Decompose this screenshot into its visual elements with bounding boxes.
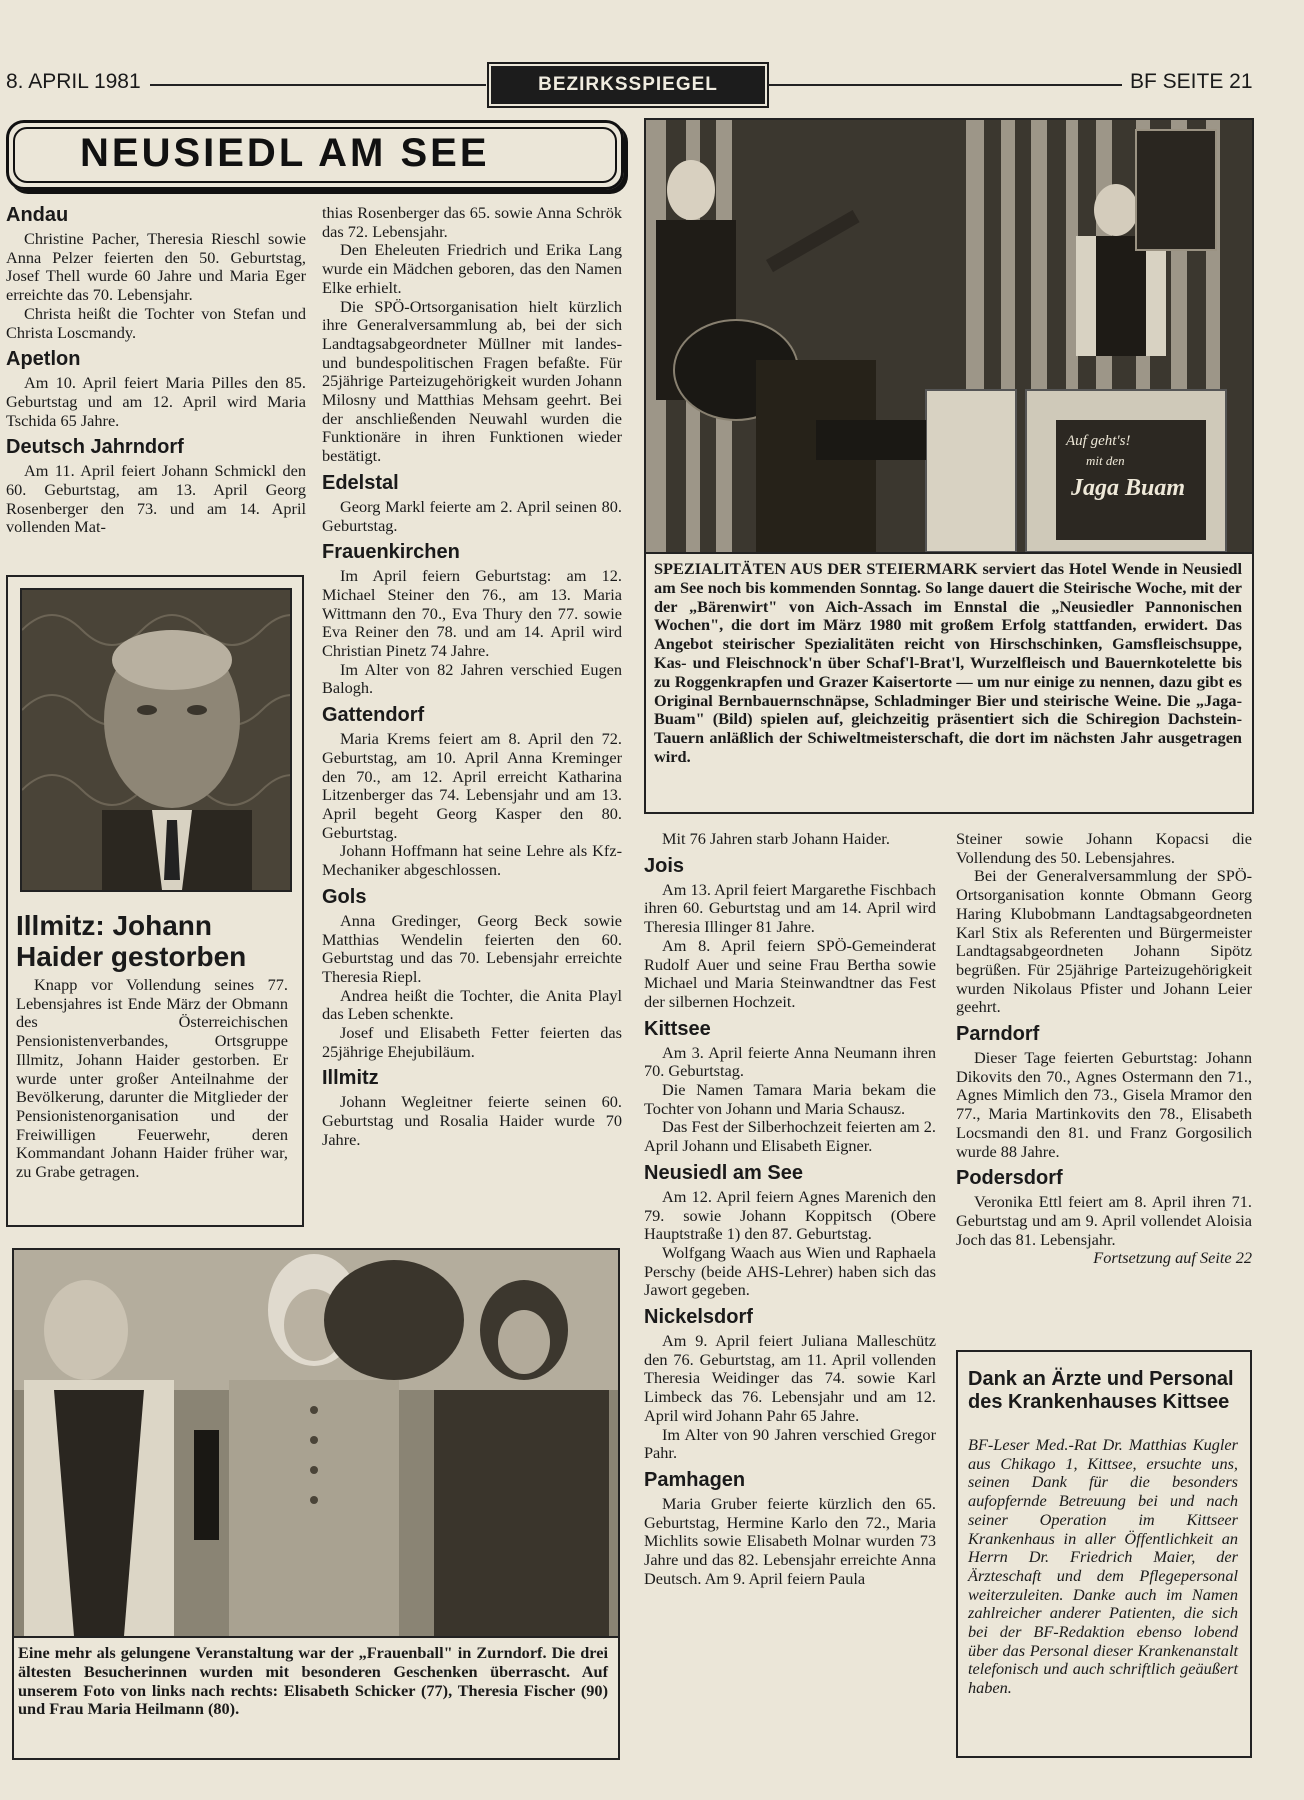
issue-date: 8. APRIL 1981 bbox=[6, 70, 141, 93]
text-neusiedl-1: Am 12. April feiern Agnes Marenich den 79. sowie Johann Koppitsch (Obere Hauptstraße 1) den 87. Geburtstag. bbox=[644, 1186, 936, 1244]
text-gols-1: Anna Gredinger, Georg Beck sowie Matthias Wendelin feierten den 60. Geburtstag und das 70. Lebensjahr erreichte Theresia Riepl. bbox=[322, 910, 622, 986]
text-deutsch-jahrndorf-1: Am 11. April feiert Johann Schmickl den 60. Geburtstag, am 13. April Georg Rosenberger den 73. und am 14. April vollenden Mat- bbox=[6, 461, 306, 537]
stage-sign-line-1: Auf geht's! bbox=[1066, 433, 1131, 449]
heading-gattendorf: Gattendorf bbox=[322, 704, 425, 727]
column-3 bbox=[644, 830, 936, 1589]
portrait-illustration bbox=[22, 590, 290, 890]
heading-gols: Gols bbox=[322, 885, 367, 908]
heading-neusiedl: Neusiedl am See bbox=[644, 1161, 803, 1184]
text-illmitz-2: Mit 76 Jahren starb Johann Haider. bbox=[662, 829, 890, 848]
heading-edelstal: Edelstal bbox=[322, 471, 399, 494]
section-label: BEZIRKSSPIEGEL bbox=[491, 66, 765, 104]
page-title: NEUSIEDL AM SEE bbox=[80, 131, 490, 175]
stage-sign-line-3: Jaga Buam bbox=[1071, 475, 1186, 501]
heading-illmitz: Illmitz bbox=[322, 1067, 379, 1090]
heading-kittsee: Kittsee bbox=[644, 1017, 711, 1040]
text-podersdorf-1: Veronika Ettl feiert am 8. April ihren 71. Geburtstag und am 9. April vollendet Aloisia Joch das 81. Lebensjahr. bbox=[956, 1192, 1252, 1249]
text-gols-2: Andrea heißt die Tochter, die Anita Playl das Leben schenkte. bbox=[322, 985, 622, 1024]
thanks-text: BF-Leser Med.-Rat Dr. Matthias Kugler aus Chikago 1, Kittsee, ersuchte uns, seinen Dank für die besonders aufopfernde Betreuung bei und nach seiner Operation im Kittseer Krankenhaus in aller Öffentlichkeit an Herrn Dr. Friedrich Maier, der Ärzteschaft und dem Pflegepersonal weiterzuleiten. Danke auch im Namen zahlreicher anderer Patienten, die sich bei der BF-Redaktion ebenso lobend über das Personal dieser Krankenanstalt telefonisch und auch schriftlich geäußert haben. bbox=[968, 1435, 1238, 1698]
text-jois-2: Am 8. April feiern SPÖ-Gemeinderat Rudolf Auer und seine Frau Bertha sowie Michael und Maria Steinwandtner das Fest der silbernen Hochzeit. bbox=[644, 935, 936, 1011]
text-kittsee-2: Die Namen Tamara Maria bekam die Tochter von Johann und Maria Schausz. bbox=[644, 1080, 936, 1118]
column-1 bbox=[6, 204, 306, 537]
heading-andau: Andau bbox=[6, 204, 69, 226]
stage-photo bbox=[644, 118, 1254, 554]
text-gattendorf-1: Maria Krems feiert am 8. April den 72. Geburtstag, am 10. April Anna Kreminger den 70., am 12. April erreicht Katharina Litzenberger das 74. Lebensjahr und am 13. April begeht Georg Kasper den 80. Geburtstag. bbox=[322, 729, 622, 842]
text-deutsch-jahrndorf-3: Die SPÖ-Ortsorganisation hielt kürzlich ihre Generalversammlung ab, bei der sich Landtagsabgeordneter Müllner mit landes- und bundespolitischen Fragen befaßte. Für 25jährige Parteizugehörigkeit wurden Johann Milosny und Matthias Mehsam geehrt. Bei der anschließenden Neuwahl wurden die Funktionäre in ihren Funktionen wieder bestätigt. bbox=[322, 296, 622, 466]
text-kittsee-1: Am 3. April feierte Anna Neumann ihren 70. Geburtstag. bbox=[644, 1042, 936, 1081]
heading-apetlon: Apetlon bbox=[6, 348, 81, 371]
text-apetlon-1: Am 10. April feiert Maria Pilles den 85. Geburtstag und am 12. April wird Maria Tschida 65 Jahre. bbox=[6, 373, 306, 430]
heading-podersdorf: Podersdorf bbox=[956, 1167, 1063, 1190]
portrait-photo bbox=[20, 588, 292, 892]
text-frauenkirchen-1: Im April feiern Geburtstag: am 12. Michael Steiner den 76., am 13. Maria Wittmann den 70., Eva Thury den 77. sowie Eva Reiner den 78. und am 14. April wird Christian Pinetz 74 Jahre. bbox=[322, 566, 622, 661]
text-deutsch-jahrndorf-cont: thias Rosenberger das 65. sowie Anna Schrök das 72. Lebensjahr. bbox=[322, 203, 622, 241]
thanks-heading: Dank an Ärzte und Personal des Krankenhauses Kittsee bbox=[968, 1368, 1234, 1413]
text-pamhagen-cont: Steiner sowie Johann Kopacsi die Vollendung des 50. Lebensjahres. bbox=[956, 829, 1252, 867]
stage-caption: SPEZIALITÄTEN AUS DER STEIERMARK serviert das Hotel Wende in Neusiedl am See noch bis kommenden Sonntag. So lange dauert die Steirische Woche, mit der der „Bärenwirt" von Aich-Assach im Ennstal die „Neusiedler Pannonischen Wochen", die dort im März 1980 mit großem Erfolg stattfanden, erwidert. Das Angebot steirischer Spezialitäten reicht von Hirschschinken, Gamsfleischsuppe, Kas- und Fleischnock'n über Schaf'l-Brat'l, Wurzelfleisch und Bauernkotelette bis zu Roggenkrapfen und Grazer Kaisertorte — um nur einige zu nennen, dazu gibt es Original Bernbauernschnäpse, Schladminger Bier und steirische Weine. Die „Jaga-Buam" (Bild) spielen auf, gleichzeitig präsentiert sich die Schiregion Dachstein-Tauern anläßlich der Schiweltmeisterschaft, die dort im nächsten Jahr ausgetragen wird. bbox=[654, 559, 1242, 766]
text-nickelsdorf-2: Im Alter von 90 Jahren verschied Gregor Pahr. bbox=[644, 1424, 936, 1463]
text-illmitz-1: Johann Wegleitner feierte seinen 60. Geburtstag und Rosalia Haider wurde 70 Jahre. bbox=[322, 1092, 622, 1149]
text-andau-2: Christa heißt die Tochter von Stefan und Christa Loscmandy. bbox=[6, 303, 306, 342]
text-neusiedl-2: Wolfgang Waach aus Wien und Raphaela Perschy (beide AHS-Lehrer) haben sich das Jawort gegeben. bbox=[644, 1242, 936, 1300]
women-caption: Eine mehr als gelungene Veranstaltung war der „Frauenball" in Zurndorf. Die drei ältesten Besucherinnen wurden mit besonderen Geschenken überrascht. Auf unserem Foto von links nach rechts: Elisabeth Schicker (77), Theresia Fischer (90) und Frau Maria Heilmann (80). bbox=[18, 1643, 608, 1719]
text-parndorf-1: Dieser Tage feierten Geburtstag: Johann Dikovits den 70., Agnes Ostermann den 71., Agnes Mimlich den 73., Gisela Mramor den 77., Maria Martinkovits den 78., Elisabeth Locsmandi den 81. und Franz Gorgosilich wurde 88 Jahre. bbox=[956, 1048, 1252, 1161]
text-deutsch-jahrndorf-2: Den Eheleuten Friedrich und Erika Lang wurde ein Mädchen geboren, das den Namen Elke erhielt. bbox=[322, 240, 622, 297]
text-pamhagen-1: Maria Gruber feierte kürzlich den 65. Geburtstag, Hermine Karlo den 72., Maria Michlits sowie Elisabeth Molnar wurden 73 Jahre und das 82. Lebensjahr erreichte Anna Deutsch. Am 9. April feiern Paula bbox=[644, 1493, 936, 1588]
continuation-note: Fortsetzung auf Seite 22 bbox=[1093, 1248, 1252, 1268]
obituary-text: Knapp vor Vollendung seines 77. Lebensjahres ist Ende März der Obmann des Österreichischen Pensionistenverbandes, Ortsgruppe Illmitz, Johann Haider gestorben. Er wurde unter großer Anteilnahme der Bevölkerung, darunter die Mitglieder der Pensionistenorganisation und der Freiwilligen Feuerwehr, deren Kommandant Johann Haider früher war, zu Grabe getragen. bbox=[16, 975, 288, 1182]
page-number: BF SEITE 21 bbox=[1130, 70, 1253, 93]
column-4 bbox=[956, 830, 1252, 1268]
women-photo bbox=[12, 1248, 620, 1638]
heading-jois: Jois bbox=[644, 854, 685, 877]
text-gols-3: Josef und Elisabeth Fetter feierten das 25jährige Ehejubiläum. bbox=[322, 1023, 622, 1061]
heading-nickelsdorf: Nickelsdorf bbox=[644, 1306, 753, 1329]
women-illustration bbox=[14, 1250, 618, 1636]
heading-deutsch-jahrndorf: Deutsch Jahrndorf bbox=[6, 436, 184, 459]
header-rule-left bbox=[150, 84, 486, 86]
text-kittsee-3: Das Fest der Silberhochzeit feierten am 2. April Johann und Elisabeth Eigner. bbox=[644, 1117, 936, 1156]
text-gattendorf-2: Johann Hoffmann hat seine Lehre als Kfz-Mechaniker abgeschlossen. bbox=[322, 841, 622, 880]
obituary-heading: Illmitz: Johann Haider gestorben bbox=[16, 910, 247, 972]
heading-frauenkirchen: Frauenkirchen bbox=[322, 541, 460, 564]
text-nickelsdorf-1: Am 9. April feiert Juliana Malleschütz den 76. Geburtstag, am 11. April vollenden Theresia Weidinger das 74. sowie Karl Limbeck das 76. Lebensjahr und am 12. April wird Johann Pahr 65 Jahre. bbox=[644, 1331, 936, 1425]
text-edelstal-1: Georg Markl feierte am 2. April seinen 80. Geburtstag. bbox=[322, 496, 622, 535]
text-frauenkirchen-2: Im Alter von 82 Jahren verschied Eugen Balogh. bbox=[322, 659, 622, 698]
text-jois-1: Am 13. April feiert Margarethe Fischbach ihren 60. Geburtstag und am 14. April wird Theresia Illinger 81 Jahre. bbox=[644, 879, 936, 937]
header-rule-right bbox=[768, 84, 1122, 86]
text-pamhagen-2: Bei der Generalversammlung der SPÖ-Ortsorganisation konnte Obmann Georg Haring Klubobmann Landtagsabgeordneten Karl Stix als Referenten und Bürgermeister Landtagsabgeordneten Johann Sipötz begrüßen. Für 25jährige Parteizugehörigkeit wurden Nikolaus Pfister und Johann Leier geehrt. bbox=[956, 866, 1252, 1017]
heading-parndorf: Parndorf bbox=[956, 1023, 1040, 1046]
stage-illustration bbox=[646, 120, 1252, 552]
stage-sign-line-2: mit den bbox=[1086, 453, 1125, 468]
obituary-text-block bbox=[16, 976, 288, 1182]
heading-pamhagen: Pamhagen bbox=[644, 1468, 746, 1491]
text-andau-1: Christine Pacher, Theresia Rieschl sowie Anna Pelzer feierten den 50. Geburtstag, Josef Thell wurde 60 Jahre und Maria Eger erreichte das 70. Lebensjahr. bbox=[6, 229, 306, 305]
column-2 bbox=[322, 204, 622, 1150]
